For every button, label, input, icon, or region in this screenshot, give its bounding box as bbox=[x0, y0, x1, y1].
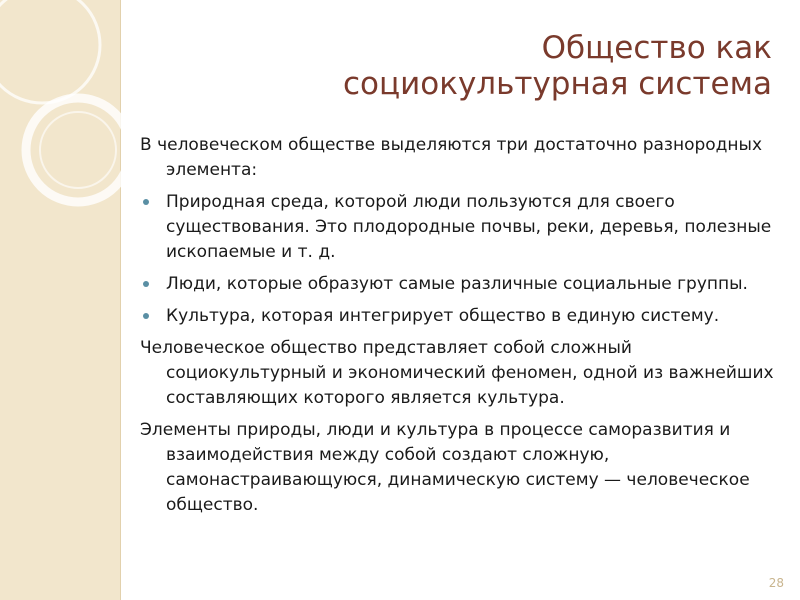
bullet-item-people bbox=[140, 272, 780, 297]
paragraph-society: Человеческое общество представляет собой сложный социокультурный и экономический феномен, одной из важнейших составляющих которого является культура. bbox=[140, 338, 774, 408]
paragraph-intro: В человеческом обществе выделяются три достаточно разнородных элемента: bbox=[140, 135, 763, 180]
decorative-ring-middle bbox=[26, 98, 130, 202]
slide-title-line-2: социокультурная система bbox=[343, 66, 772, 102]
decorative-ring-top bbox=[0, 0, 100, 103]
bullet-dot-icon bbox=[143, 281, 149, 287]
paragraph-elements: Элементы природы, люди и культура в процессе саморазвития и взаимодействия между собой создают сложную, самонастраивающуюся, динамическую систему — человеческое общество. bbox=[140, 420, 750, 515]
slide-number: 28 bbox=[768, 576, 784, 590]
slide-title bbox=[212, 30, 772, 102]
slide-title-line-1: Общество как bbox=[541, 30, 772, 66]
decorative-rings bbox=[0, 0, 130, 600]
bullet-text-culture: Культура, которая интегрирует общество в единую систему. bbox=[166, 306, 720, 326]
bullet-text-nature: Природная среда, которой люди пользуются для своего существования. Это плодородные почвы, реки, деревья, полезные ископаемые и т. д. bbox=[166, 192, 772, 262]
bullet-text-people: Люди, которые образуют самые различные социальные группы. bbox=[166, 274, 748, 294]
bullet-item-culture bbox=[140, 304, 780, 329]
decorative-ring-inner bbox=[40, 112, 116, 188]
bullet-dot-icon bbox=[143, 199, 149, 205]
slide-content bbox=[140, 133, 780, 525]
bullet-item-nature bbox=[140, 190, 780, 265]
bullet-dot-icon bbox=[143, 313, 149, 319]
